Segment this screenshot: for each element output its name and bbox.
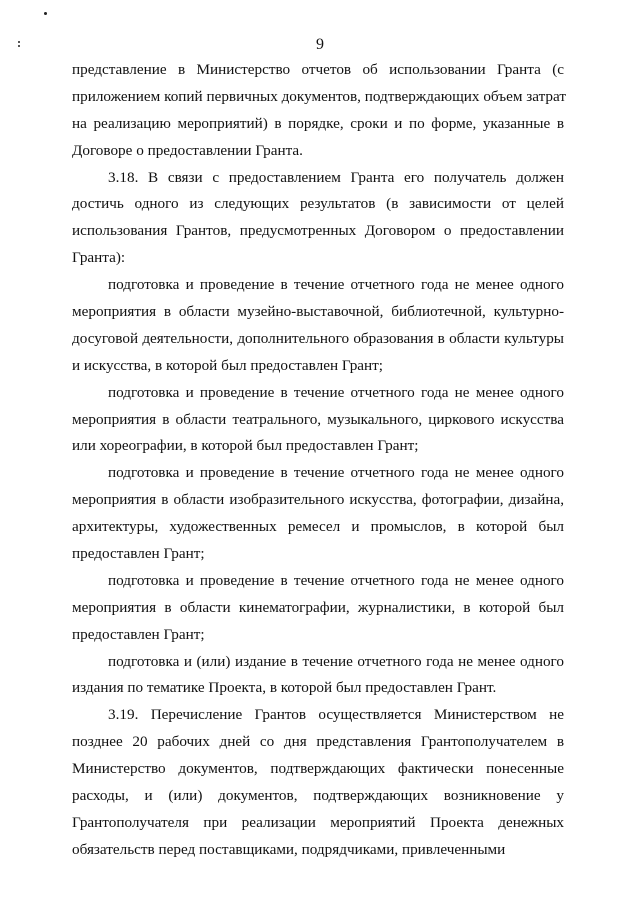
text-line: Министерство документов, подтверждающих фактически понесенные <box>72 760 564 778</box>
text-line: досуговой деятельности, дополнительного образования в области культуры <box>72 329 564 347</box>
text-line: Гранта): <box>72 249 126 267</box>
text-line: представление в Министерство отчетов об использовании Гранта (с <box>72 61 564 78</box>
text-line: приложением копий первичных документов, подтверждающих объем затрат <box>72 87 567 105</box>
text-line: подготовка и проведение в течение отчетного года не менее одного <box>108 383 564 401</box>
document-body <box>72 57 567 864</box>
text-line: мероприятия в области кинематографии, журналистики, в которой был <box>72 598 564 616</box>
text-line: мероприятия в области театрального, музыкального, циркового искусства <box>72 410 564 428</box>
text-line: Договоре о предоставлении Гранта. <box>72 141 303 159</box>
text-line: обязательств перед поставщиками, подрядчиками, привлеченными <box>72 840 506 858</box>
text-line: или хореографии, в которой был предоставлен Грант; <box>72 437 419 455</box>
text-line: расходы, и (или) документов, подтверждающих возникновение у <box>72 787 564 805</box>
page-number: 9 <box>316 36 324 53</box>
text-line: подготовка и проведение в течение отчетного года не менее одного <box>108 464 564 482</box>
text-line: использования Грантов, предусмотренных Договором о предоставлении <box>72 222 564 240</box>
text-line: 3.18. В связи с предоставлением Гранта его получатель должен <box>108 168 564 186</box>
paragraph <box>72 165 564 273</box>
paragraph <box>72 57 567 165</box>
paragraph <box>72 272 564 380</box>
text-line: издания по тематике Проекта, в которой был предоставлен Грант. <box>72 679 497 697</box>
text-line: мероприятия в области музейно-выставочной, библиотечной, культурно- <box>72 303 564 321</box>
text-line: позднее 20 рабочих дней со дня представления Грантополучателем в <box>72 733 564 751</box>
scan-speck <box>44 12 47 15</box>
text-line: подготовка и (или) издание в течение отчетного года не менее одного <box>108 652 564 670</box>
text-line: предоставлен Грант; <box>72 625 205 643</box>
text-line: и искусства, в которой был предоставлен Грант; <box>72 356 384 374</box>
text-line: архитектуры, художественных ремесел и промыслов, в которой был <box>72 518 564 536</box>
text-line: подготовка и проведение в течение отчетного года не менее одного <box>108 571 564 589</box>
text-line: 3.19. Перечисление Грантов осуществляется Министерством не <box>108 706 564 724</box>
text-line: мероприятия в области изобразительного искусства, фотографии, дизайна, <box>72 491 564 509</box>
paragraph <box>72 702 564 863</box>
paragraph <box>72 460 564 568</box>
text-line: достичь одного из следующих результатов (в зависимости от целей <box>72 195 564 213</box>
paragraph <box>72 380 564 461</box>
text-line: предоставлен Грант; <box>72 545 205 563</box>
text-line: подготовка и проведение в течение отчетного года не менее одного <box>108 276 564 294</box>
text-line: на реализацию мероприятий) в порядке, сроки и по форме, указанные в <box>72 114 564 132</box>
text-line: Грантополучателя при реализации мероприятий Проекта денежных <box>72 813 564 831</box>
paragraph <box>72 649 564 703</box>
paragraph <box>72 568 564 649</box>
